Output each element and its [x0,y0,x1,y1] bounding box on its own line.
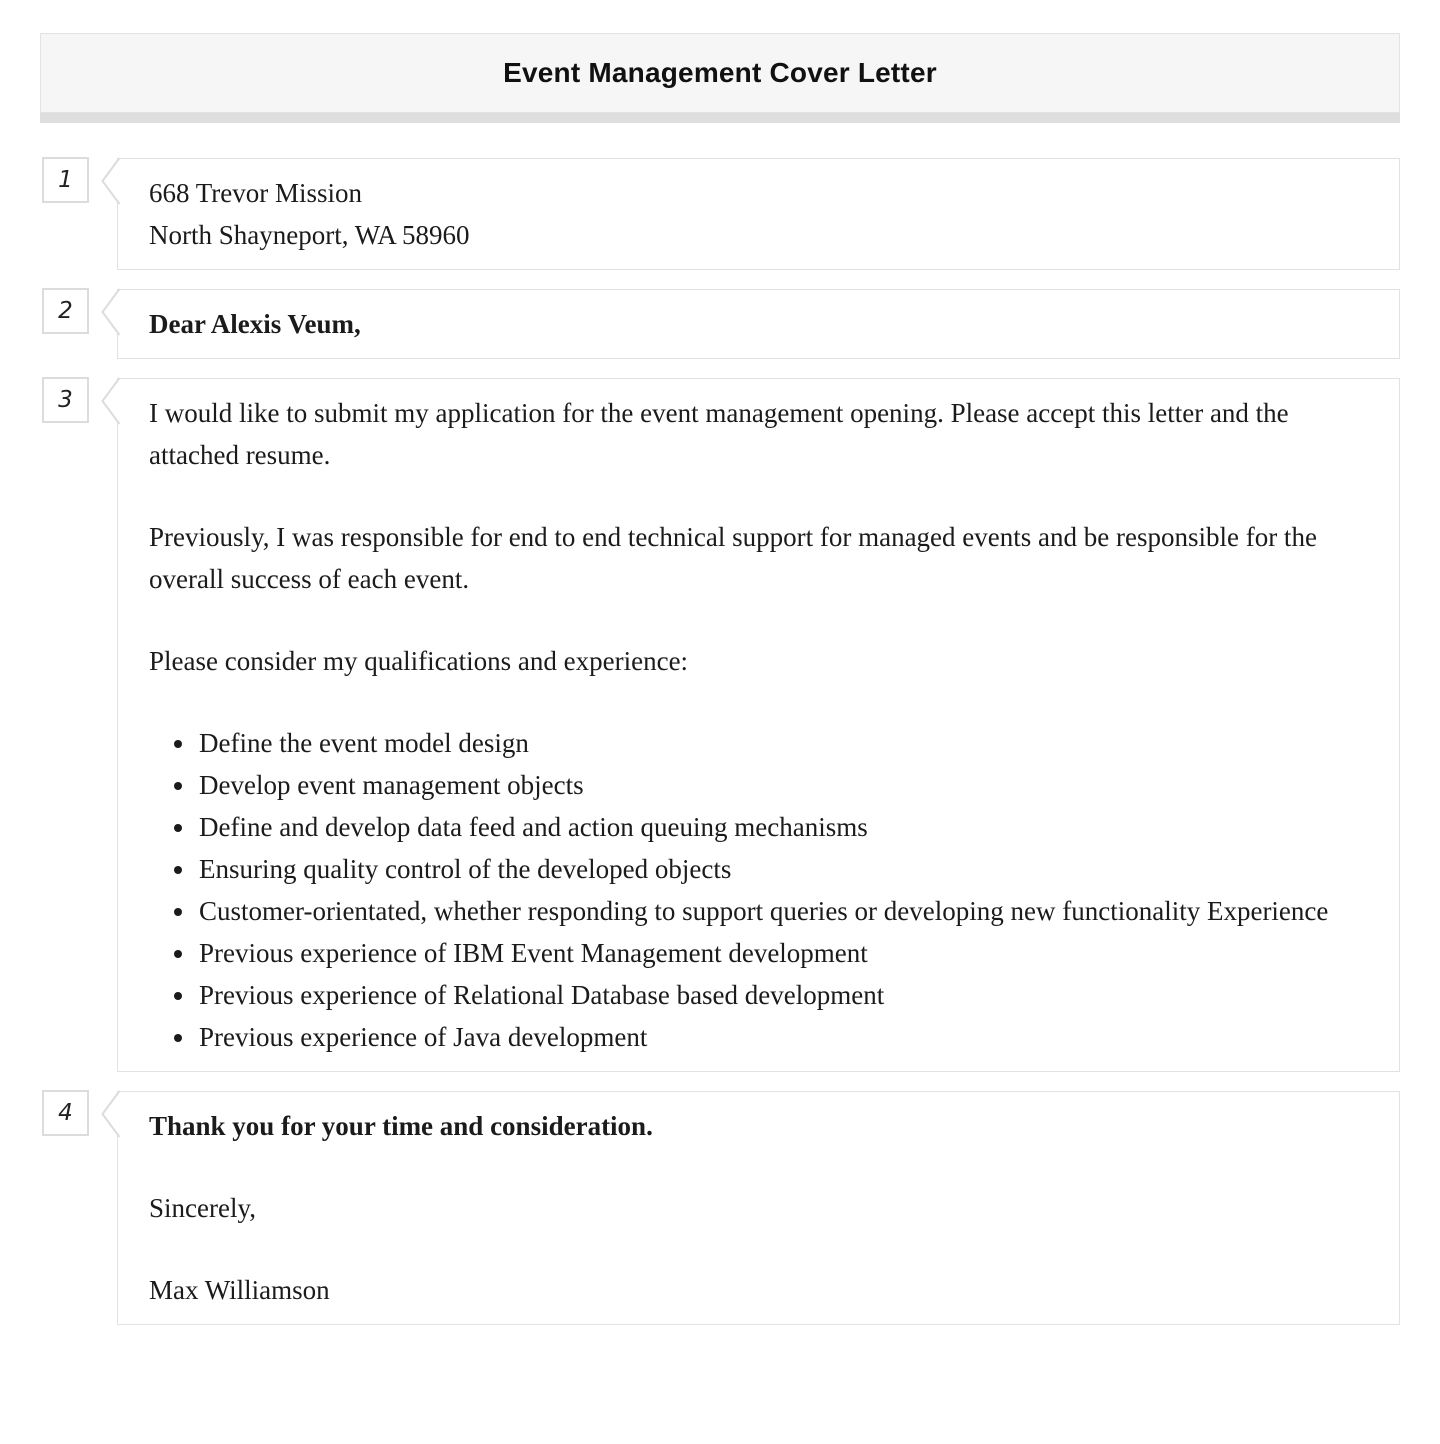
closing-thanks: Thank you for your time and consideration. [149,1111,653,1141]
notch-pointer-icon [100,288,120,336]
bullet-item: • Previous experience of Java development [197,1016,1359,1058]
bullet-item: • Previous experience of IBM Event Management development [197,932,1359,974]
salutation-text: Dear Alexis Veum, [149,309,361,339]
bullet-item: • Develop event management objects [197,764,1359,806]
page-header [40,33,1400,113]
section-number: 3 [58,386,73,413]
section-body [58,378,1400,1072]
body-paragraph-1: I would like to submit my application for the event management opening. Please accept this letter and the attached resume. [149,398,1289,470]
section-salutation [58,289,1400,359]
notch-pointer-icon [100,157,120,205]
section-number: 2 [58,297,73,324]
header-shadow-strip [40,113,1400,123]
section-address [58,158,1400,270]
section-number-tag [42,288,89,334]
notch-pointer-icon [100,1090,120,1138]
section-number-tag [42,157,89,203]
page-title: Event Management Cover Letter [503,57,937,88]
bullet-item: • Previous experience of Relational Database based development [197,974,1359,1016]
section-number-tag [42,377,89,423]
signoff-text: Sincerely, [149,1193,256,1223]
notch-pointer-icon [100,377,120,425]
body-paragraph-2: Previously, I was responsible for end to end technical support for managed events and be responsible for the overall success of each event. [149,522,1317,594]
section-number: 1 [58,166,73,193]
bullet-item: • Customer-orientated, whether responding to support queries or developing new functionality Experience [197,890,1359,932]
body-paragraph-3: Please consider my qualifications and experience: [149,646,689,676]
section-number: 4 [58,1099,73,1126]
address-line-1: 668 Trevor Mission [149,178,363,208]
address-line-2: North Shayneport, WA 58960 [149,220,470,250]
qualifications-list [149,722,1359,1058]
cover-letter [58,158,1400,1365]
bullet-item: • Ensuring quality control of the developed objects [197,848,1359,890]
section-closing [58,1091,1400,1325]
section-number-tag [42,1090,89,1136]
signature-name: Max Williamson [149,1275,330,1305]
bullet-item: • Define the event model design [197,722,1359,764]
bullet-item: • Define and develop data feed and action queuing mechanisms [197,806,1359,848]
